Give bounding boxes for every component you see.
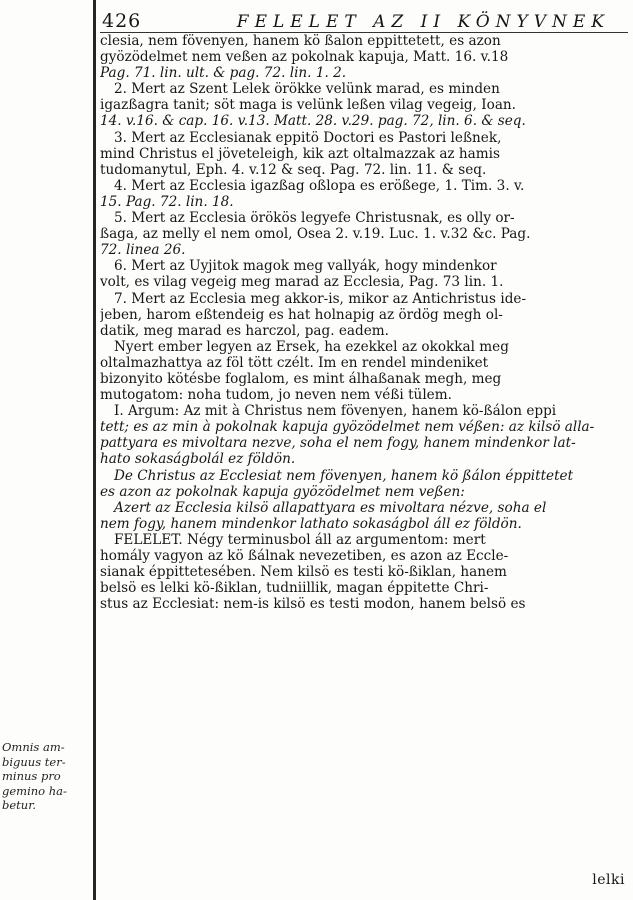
text-line: volt, es vilag vegeig meg marad az Ecclesia, Pag. 73 lin. 1. xyxy=(100,274,504,291)
margin-rule xyxy=(93,0,96,900)
text-line: pattyara es mivoltara nezve, soha el nem fogy, hanem mindenkor lat- xyxy=(100,435,576,452)
margin-note xyxy=(2,740,88,813)
margin-note-line: minus pro xyxy=(2,769,61,783)
text-line: Pag. 71. lin. ult. & pag. 72. lin. 1. 2. xyxy=(100,65,347,82)
text-line: oltalmazhattya az föl tött czélt. Im en rendel mindeniket xyxy=(100,354,489,371)
text-line: Azert az Ecclesia kilsö allapattyara es mivoltara nézve, soha el xyxy=(114,499,547,516)
text-line: bizonyito kötésbe foglalom, es mint álhaßanak megh, meg xyxy=(100,370,502,387)
text-line: clesia, nem fövenyen, hanem kö ßalon eppittetett, es azon xyxy=(100,33,501,49)
text-line: mutogatom: noha tudom, jo neven nem véßi tülem. xyxy=(100,387,452,404)
text-line: 6. Mert az Uyjitok magok meg vallyák, hogy mindenkor xyxy=(114,258,497,275)
text-line: 3. Mert az Ecclesianak eppitö Doctori es Pastori leßnek, xyxy=(114,129,502,146)
text-line: 7. Mert az Ecclesia meg akkor-is, mikor az Antichristus ide- xyxy=(114,290,527,307)
margin-note-line: betur. xyxy=(2,798,37,812)
text-line: gyözödelmet nem veßen az pokolnak kapuja, Matt. 16. v.18 xyxy=(100,49,509,66)
text-line: FELELET. Négy terminusbol áll az argumentom: mert xyxy=(114,531,486,548)
text-line: homály vagyon az kö ßálnak nevezetiben, es azon az Eccle- xyxy=(100,548,509,564)
text-line: igazßagra tanit; söt maga is velünk leßen vilag vegeig, Ioan. xyxy=(100,97,517,114)
body-text xyxy=(100,33,628,612)
text-line: sianak éppittetesében. Nem kilsö es testi kö-ßiklan, hanem xyxy=(100,564,507,581)
text-line: stus az Ecclesiat: nem-is kilsö es testi modon, hanem belsö es xyxy=(100,596,526,613)
text-line: tett; es az min à pokolnak kapuja gyözödelmet nem véßen: az kilsö alla- xyxy=(100,419,595,436)
margin-note-line: biguus ter- xyxy=(2,754,66,769)
text-line: mind Christus el jöveteleigh, kik azt oltalmazzak az hamis xyxy=(100,145,500,162)
catchword: lelki xyxy=(592,872,625,888)
text-line: ßaga, az melly el nem omol, Osea 2. v.19. Luc. 1. v.32 &c. Pag. xyxy=(100,226,531,243)
text-line: belsö es lelki kö-ßiklan, tudniillik, magan éppitette Chri- xyxy=(100,580,489,597)
text-line: 72. linea 26. xyxy=(100,242,186,259)
text-line: 14. v.16. & cap. 16. v.13. Matt. 28. v.29. pag. 72, lin. 6. & seq. xyxy=(100,113,526,130)
text-line: es azon az pokolnak kapuja gyözödelmet nem veßen: xyxy=(100,483,465,500)
text-line: 15. Pag. 72. lin. 18. xyxy=(100,193,234,210)
text-line: 5. Mert az Ecclesia örökös legyefe Christusnak, es olly or- xyxy=(114,210,515,227)
text-line: I. Argum: Az mit à Christus nem fövenyen, hanem kö-ßálon eppi xyxy=(114,403,557,420)
text-line: 2. Mert az Szent Lelek örökke velünk marad, es minden xyxy=(114,81,500,98)
text-line: datik, meg marad es harczol, pag. eadem. xyxy=(100,322,389,339)
margin-note-line: gemino ha- xyxy=(2,783,67,798)
page-header xyxy=(100,0,628,33)
text-line: De Christus az Ecclesiat nem fövenyen, hanem kö ßálon éppittetet xyxy=(114,467,574,484)
margin-note-line: Omnis am- xyxy=(2,740,65,754)
text-line: 4. Mert az Ecclesia igazßag oßlopa es erößege, 1. Tim. 3. v. xyxy=(114,177,525,194)
text-line: tudomanytul, Eph. 4. v.12 & seq. Pag. 72. lin. 11. & seq. xyxy=(100,161,487,178)
page-number: 426 xyxy=(102,10,142,32)
text-line: jeben, harom eßtendeig es hat holnapig az ördög megh ol- xyxy=(100,306,503,323)
running-title: FELELET AZ II KÖNYVNEK xyxy=(236,12,610,32)
text-line: hato sokaságbolál ez földön. xyxy=(100,451,296,468)
text-line: Nyert ember legyen az Ersek, ha ezekkel az okokkal meg xyxy=(114,338,509,355)
text-line: nem fogy, hanem mindenkor lathato sokaságbol áll ez földön. xyxy=(100,515,522,532)
